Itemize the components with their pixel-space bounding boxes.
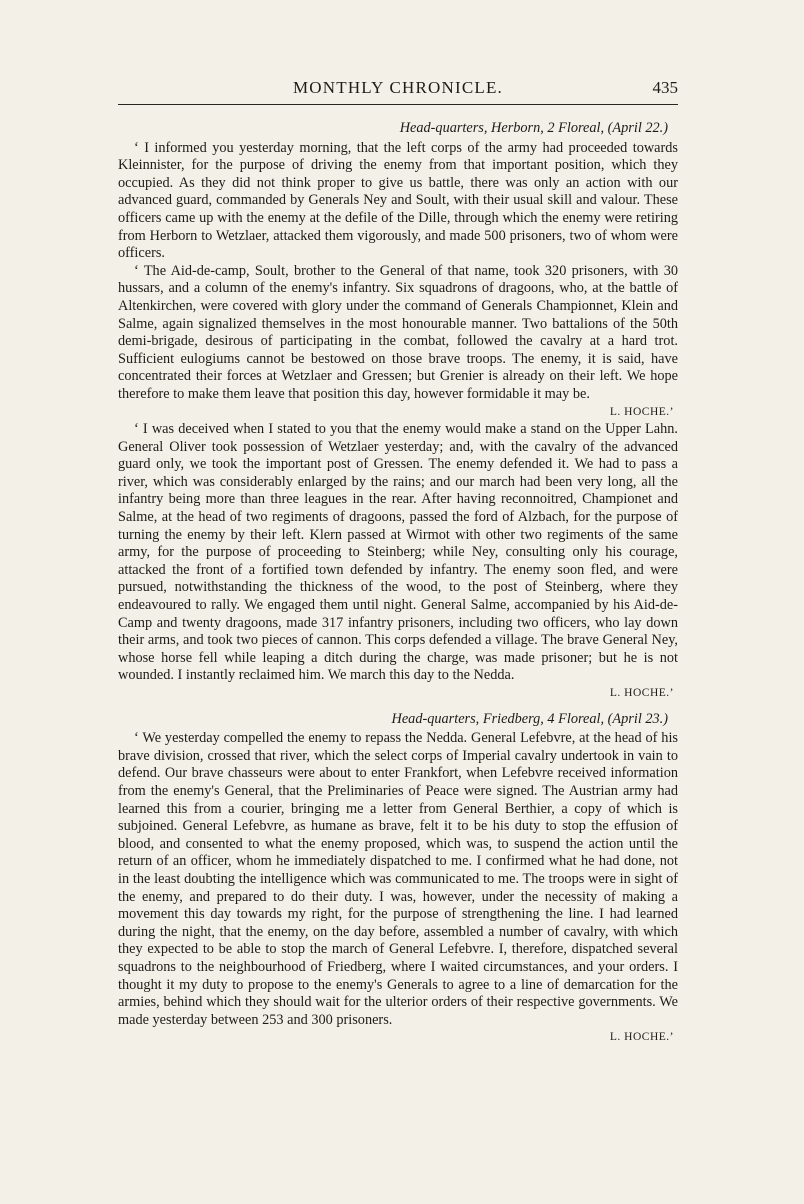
page-header: [118, 78, 678, 106]
signature: L. HOCHE.’: [609, 687, 674, 699]
body-text: [118, 112, 678, 1047]
header-rule: [118, 104, 678, 105]
running-title: MONTHLY CHRONICLE.: [292, 78, 504, 97]
paragraph-text: ‘ The Aid-de-camp, Soult, brother to the General of that name, took 320 prisoners, with 30 hussars, and a column of the enemy's infantry. Six squadrons of dragoons, who, at the battle of Altenkirchen, were covered with glory under the command of Generals Championnet, Klein and Salme, again signalized themselves in the most honourable manner. Two battalions of the 50th demi-brigade, desirous of participating in the combat, followed the cavalry at a hard trot. Sufficient eulogiums cannot be bestowed on those brave troops. The enemy, it is said, have concentrated their forces at Wetzlaer and Gressen; but Grenier is already on their left. We hope therefore to make them leave that position this day, however formidable it may be.: [118, 262, 678, 402]
page-number: 435: [652, 78, 678, 97]
dateline-friedberg: Head-quarters, Friedberg, 4 Floreal, (April 23.): [391, 710, 668, 727]
signature: L. HOCHE.’: [609, 1031, 674, 1044]
dateline-herborn: Head-quarters, Herborn, 2 Floreal, (April 22.): [399, 120, 668, 136]
signature: L. HOCHE.’: [609, 405, 674, 418]
paragraph: ‘ I informed you yesterday morning, that the left corps of the army had proceeded towards Kleinnister, for the purpose of driving the enemy from that important position, which they occupied. As they did not think proper to give us battle, there was only an action with our advanced guard, commanded by Generals Ney and Soult, with their usual skill and valour. These officers came up with the enemy at the defile of the Dille, through which the enemy were retiring from Herborn to Wetzlaer, attacked them vigorously, and made 500 prisoners, two of whom were officers.: [118, 139, 678, 262]
paragraph: [118, 263, 678, 421]
paragraph: [118, 421, 678, 703]
paragraph-text: ‘ I was deceived when I stated to you that the enemy would make a stand on the Upper Lahn. General Oliver took possession of Wetzlaer yesterday; and, with the cavalry of the advanced guard only, we took the important post of Gressen. The enemy defended it. We had to pass a river, which was considerably enlarged by the rains; and our march had been very long, all the infantry being more than three leagues in the rear. After having reconnoitred, Championet and Salme, at the head of two regiments of dragoons, passed the ford of Alzbach, for the purpose of turning the enemy by their left. Klern passed at Wirmot with other two regiments of the same army, for the purpose of proceeding to Steinberg; while Ney, consulting only his courage, attacked the front of a fortified town defended by infantry. The enemy soon fled, and were pursued, notwithstanding the thickness of the wood, to the post of Steinberg, where they endeavoured to rally. We engaged them until night. General Salme, accompanied by his Aid-de-Camp and twenty dragoons, made 317 infantry prisoners, including two officers, who lay down their arms, and took two pieces of cannon. This corps defended a village. The brave General Ney, whose horse fell while leaping a ditch during the charge, was made prisoner; but he is not wounded. I instantly reclaimed him. We march this day to the Nedda.: [118, 421, 678, 684]
paragraph-text: ‘ We yesterday compelled the enemy to repass the Nedda. General Lefebvre, at the head of his brave division, crossed that river, which the select corps of Imperial cavalry undertook in vain to defend. Our brave chasseurs were about to enter Frankfort, when Lefebvre received information from the enemy's General, that the Preliminaries of Peace were signed. The Austrian army had learned this from a courier, bringing me a letter from General Berthier, a copy of which is subjoined. General Lefebvre, as humane as brave, felt it to be his duty to stop the effusion of blood, and consented to what the enemy proposed, which was, to suspend the action until the return of an officer, whom he immediately dispatched to me. I confirmed what he had done, not in the least doubting the intelligence which was communicated to me. The troops were in sight of the enemy, and prepared to do their duty. I was, however, under the necessity of making a movement this day towards my right, for the purpose of strengthening the line. I had learned during the night, that the enemy, on the day before, assembled a number of cavalry, with which they expected to be able to stop the march of General Lefebvre. I, therefore, dispatched several squadrons to the neighbourhood of Friedberg, where I waited circumstances, and your orders. I thought it my duty to propose to the enemy's Generals to agree to a line of demarcation for the armies, behind which they should wait for the ulterior orders of their respective governments. We made yesterday between 253 and 300 prisoners.: [118, 730, 678, 1028]
paragraph: [118, 730, 678, 1047]
